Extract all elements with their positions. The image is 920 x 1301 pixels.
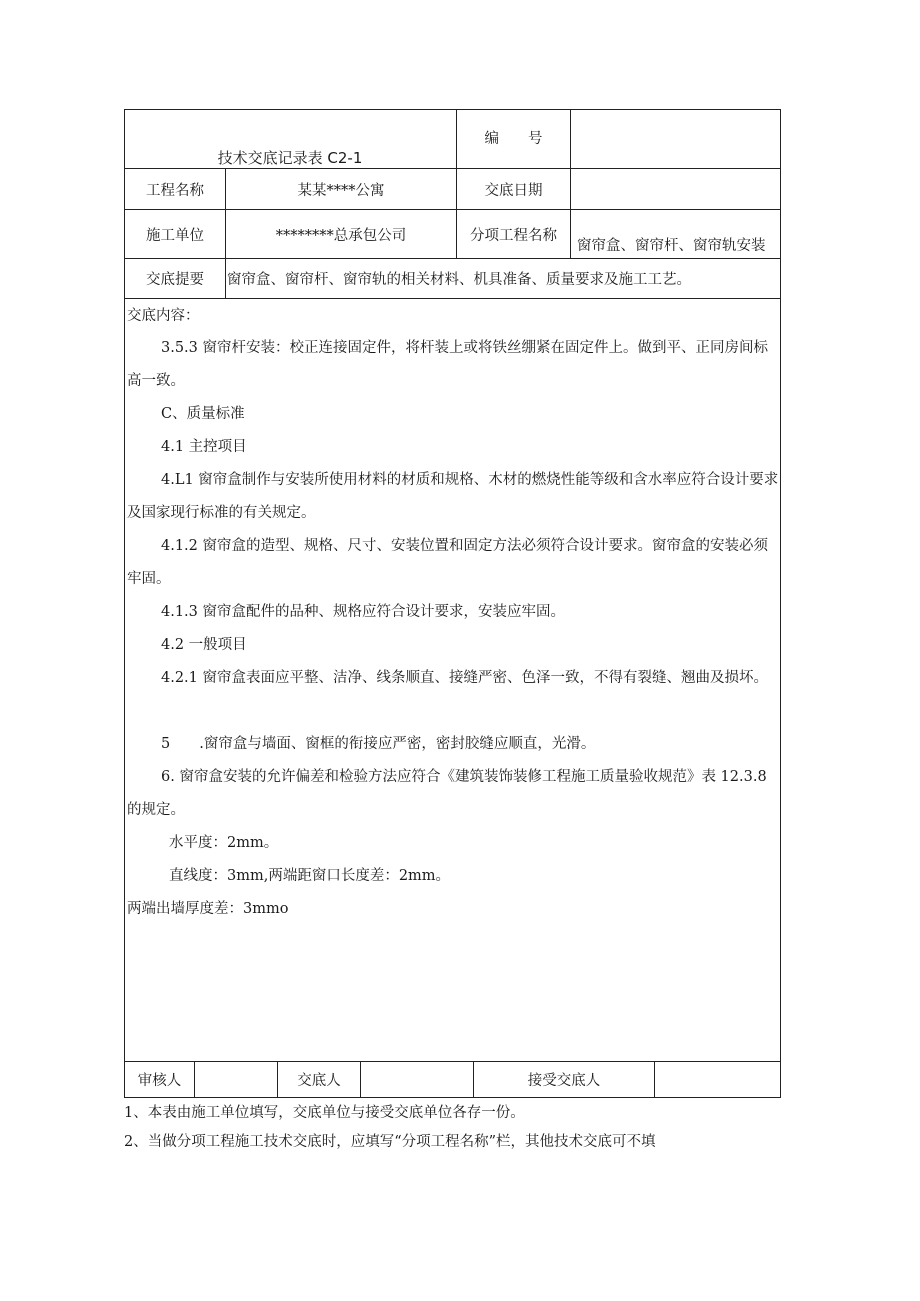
footnote: 1、本表由施工单位填写，交底单位与接受交底单位各存一份。	[124, 1105, 525, 1121]
disclosure-date-label: 交底日期	[484, 182, 543, 199]
technical-disclosure-form	[124, 109, 781, 1098]
reviewer-label: 审核人	[137, 1073, 182, 1089]
content-line: C、质量标准	[161, 406, 245, 422]
content-line: 水平度：2mm。	[169, 835, 279, 851]
content-line: 4.1.2 窗帘盒的造型、规格、尺寸、安装位置和固定方法必须符合设计要求。窗帘盒的安装必须牢固。	[127, 538, 768, 587]
content-line: 3.5.3 窗帘杆安装：校正连接固定件，将杆装上或将铁丝绷紧在固定件上。做到平、正同房间标高一致。	[127, 340, 768, 389]
content-line: 直线度：3mm,两端距窗口长度差：2mm。	[169, 868, 451, 884]
summary-value[interactable]: 窗帘盒、窗帘杆、窗帘轨的相关材料、机具准备、质量要求及施工工艺。	[227, 272, 691, 288]
receiver-label: 接受交底人	[527, 1073, 601, 1089]
content-line: 4.2 一般项目	[161, 637, 247, 653]
sub-project-label: 分项工程名称	[470, 227, 557, 244]
content-line: 4.L1 窗帘盒制作与安装所使用材料的材质和规格、木材的燃烧性能等级和含水率应符合设计要求及国家现行标准的有关规定。	[127, 472, 779, 521]
content-line: 4.2.1 窗帘盒表面应平整、洁净、线条顺直、接缝严密、色泽一致，不得有裂缝、翘曲及损坏。	[161, 670, 768, 686]
content-line: 6. 窗帘盒安装的允许偏差和检验方法应符合《建筑装饰装修工程施工质量验收规范》表 12.3.8 的规定。	[127, 769, 767, 818]
receiver-value[interactable]	[655, 1062, 780, 1097]
project-name-label: 工程名称	[146, 182, 204, 199]
project-name-value[interactable]: 某某****公寓	[297, 182, 385, 199]
content-line: 5 .窗帘盒与墙面、窗框的衔接应严密，密封胶缝应顺直，光滑。	[161, 736, 596, 752]
discloser-value[interactable]	[361, 1062, 473, 1097]
form-title: 技术交底记录表 C2-1	[217, 148, 363, 167]
footnote: 2、当做分项工程施工技术交底时，应填写“分项工程名称”栏，其他技术交底可不填	[124, 1134, 656, 1150]
reviewer-value[interactable]	[195, 1062, 277, 1097]
content-line: 4.1 主控项目	[161, 439, 247, 455]
form-header-grid	[124, 109, 781, 299]
constructor-label: 施工单位	[146, 227, 204, 244]
content-line: 4.1.3 窗帘盒配件的品种、规格应符合设计要求，安装应牢固。	[161, 604, 566, 620]
disclosure-content	[124, 299, 781, 1061]
content-heading: 交底内容：	[127, 308, 200, 324]
serial-number-label: 编 号	[484, 130, 543, 147]
discloser-label: 交底人	[297, 1073, 341, 1089]
sub-project-value[interactable]: 窗帘盒、窗帘杆、窗帘轨安装	[577, 238, 766, 254]
constructor-value[interactable]: ********总承包公司	[275, 227, 407, 244]
content-line: 两端出墙厚度差：3mmo	[127, 901, 289, 917]
disclosure-date-value[interactable]	[571, 169, 780, 209]
signature-row	[124, 1061, 781, 1098]
summary-label: 交底提要	[146, 272, 204, 288]
serial-number-value[interactable]	[571, 110, 780, 168]
